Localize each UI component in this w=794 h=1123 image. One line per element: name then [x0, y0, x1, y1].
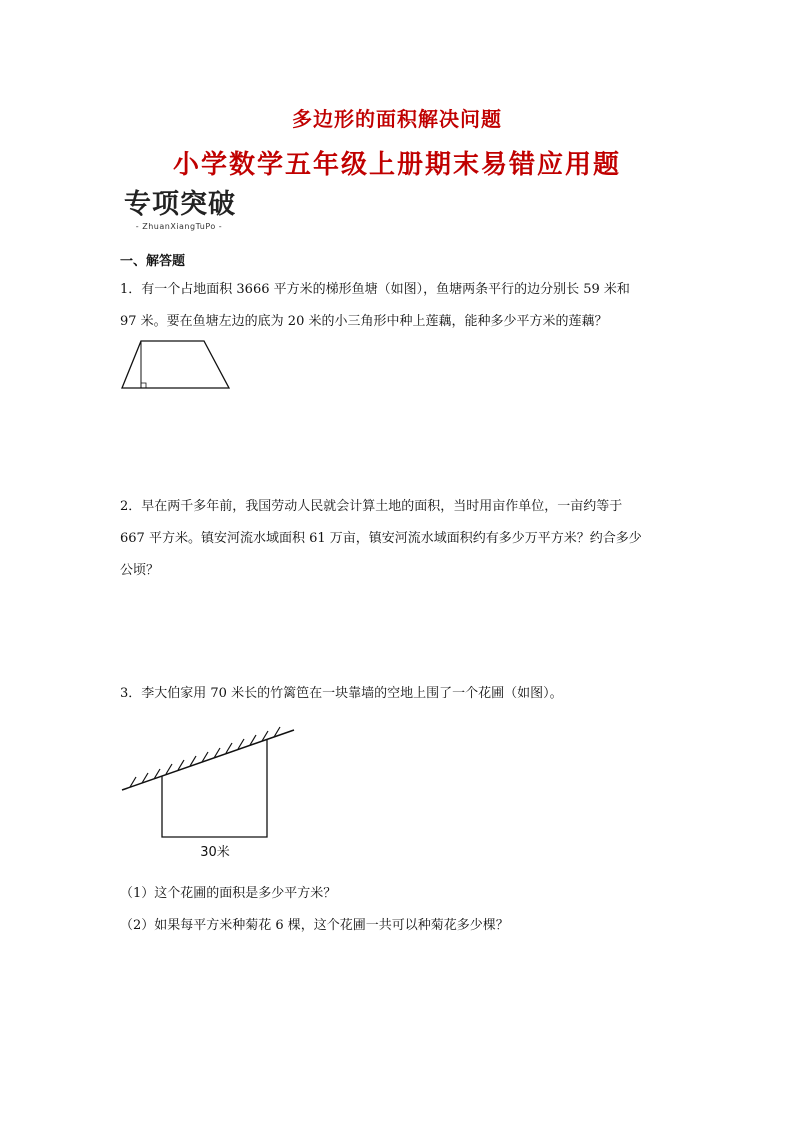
title-line-2: 小学数学五年级上册期末易错应用题: [172, 150, 621, 180]
question-2-line-1: 2．早在两千多年前，我国劳动人民就会计算土地的面积，当时用亩作单位，一亩约等于: [120, 499, 623, 514]
trapezoid-outline: [122, 341, 229, 388]
question-3: [120, 678, 680, 710]
logo-text: 专项突破: [124, 189, 236, 220]
logo-subtext: - ZhuanXiangTuPo -: [135, 222, 223, 231]
title-line-1: 多边形的面积解决问题: [292, 107, 502, 131]
logo: [124, 188, 244, 231]
question-1-line-1: 1．有一个占地面积 3666 平方米的梯形鱼塘（如图），鱼塘两条平行的边分别长 59 米和: [120, 282, 630, 297]
trapezoid-figure: [118, 338, 234, 394]
question-1-line-2: 97 米。要在鱼塘左边的底为 20 米的小三角形中种上莲藕，能种多少平方米的莲藕？: [120, 314, 608, 329]
garden-figure: [118, 718, 300, 864]
question-2-line-2: 667 平方米。镇安河流水域面积 61 万亩，镇安河流水域面积约有多少万平方米？约合多少: [120, 531, 642, 546]
fence-outline: [162, 740, 267, 837]
section-label: 一、解答题: [120, 254, 186, 269]
question-3-line-1: 3．李大伯家用 70 米长的竹篱笆在一块靠墙的空地上围了一个花圃（如图）。: [120, 686, 563, 701]
wall-hatching: [130, 727, 280, 787]
question-2-line-3: 公顷？: [120, 563, 160, 578]
garden-bottom-length-label: 30米: [200, 845, 230, 860]
question-3-sub-1: （1）这个花圃的面积是多少平方米？: [120, 886, 337, 901]
right-angle-mark: [141, 383, 146, 388]
question-3-sub-2: （2）如果每平方米种菊花 6 棵，这个花圃一共可以种菊花多少棵？: [120, 918, 509, 933]
question-2: [120, 491, 680, 587]
question-1: [120, 274, 680, 338]
wall-line: [122, 730, 294, 790]
